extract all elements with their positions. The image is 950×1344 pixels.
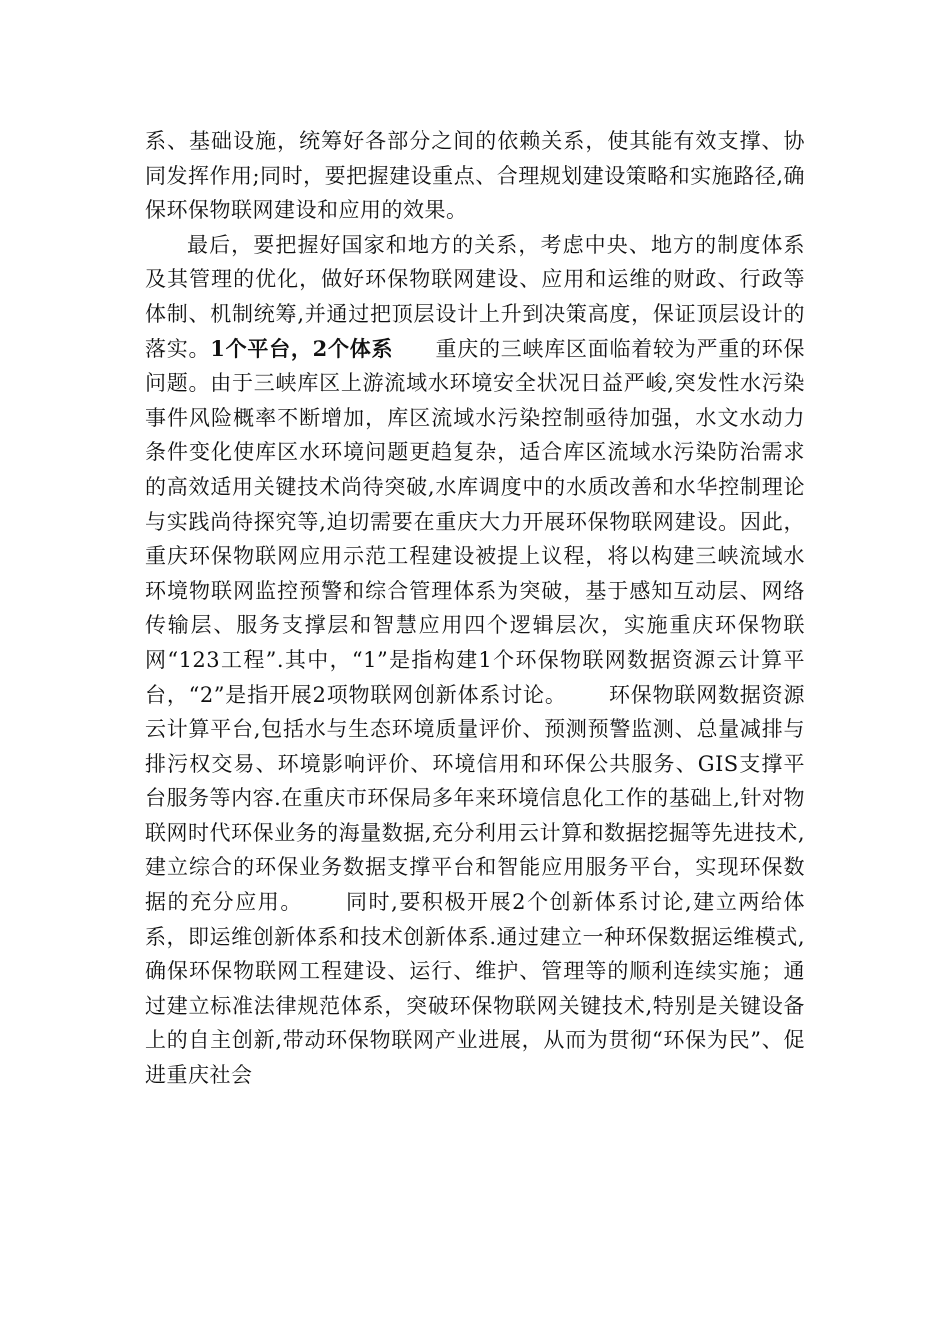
- document-body: [145, 124, 805, 1093]
- paragraph-2: [145, 228, 805, 1093]
- section-heading: 1个平台，2个体系: [210, 335, 394, 361]
- paragraph-2-cont-1: 环保物联网数据资源云计算平台,包括水与生态环境质量评价、预测预警监测、总量减排与排污权交易、环境影响评价、环境信用和环保公共服务、GIS支撑平台服务等内容.在重庆市环保局多年来环境信息化工作的基础上,针对物联网时代环保业务的海量数据,充分利用云计算和数据挖掘等先进技术,建立综合的环保业务数据支撑平台和智能应用服务平台，实现环保数据的充分应用。: [145, 682, 805, 915]
- paragraph-2-cont-2: 同时,要积极开展2个创新体系讨论,建立两给体系，即运维创新体系和技术创新体系.通过建立一种环保数据运维模式,确保环保物联网工程建设、运行、维护、管理等的顺利连续实施；通过建立标准法律规范体系，突破环保物联网关键技术,特别是关键设备上的自主创新,带动环保物联网产业进展，从而为贯彻“环保为民”、促进重庆社会: [145, 890, 805, 1088]
- paragraph-2-text: 最后，要把握好国家和地方的关系，考虑中央、地方的制度体系及其管理的优化，做好环保物联网建设、应用和运维的财政、行政等体制、机制统筹,并通过把顶层设计上升到决策高度，保证顶层设计的落实。: [145, 232, 805, 361]
- paragraph-1: 系、基础设施，统筹好各部分之间的依赖关系，使其能有效支撑、协同发挥作用;同时，要把握建设重点、合理规划建设策略和实施路径,确保环保物联网建设和应用的效果。: [145, 129, 805, 223]
- paragraph-2-body: 重庆的三峡库区面临着较为严重的环保问题。由于三峡库区上游流域水环境安全状况日益严峻,突发性水污染事件风险概率不断增加，库区流域水污染控制亟待加强，水文水动力条件变化使库区水环境问题更趋复杂，适合库区流域水污染防治需求的高效适用关键技术尚待突破,水库调度中的水质改善和水华控制理论与实践尚待探究等,迫切需要在重庆大力开展环保物联网建设。因此，重庆环保物联网应用示范工程建设被提上议程，将以构建三峡流域水环境物联网监控预警和综合管理体系为突破，基于感知互动层、网络传输层、服务支撑层和智慧应用四个逻辑层次，实施重庆环保物联网“123工程”.其中，“1”是指构建1个环保物联网数据资源云计算平台，“2”是指开展2项物联网创新体系讨论。: [145, 336, 806, 707]
